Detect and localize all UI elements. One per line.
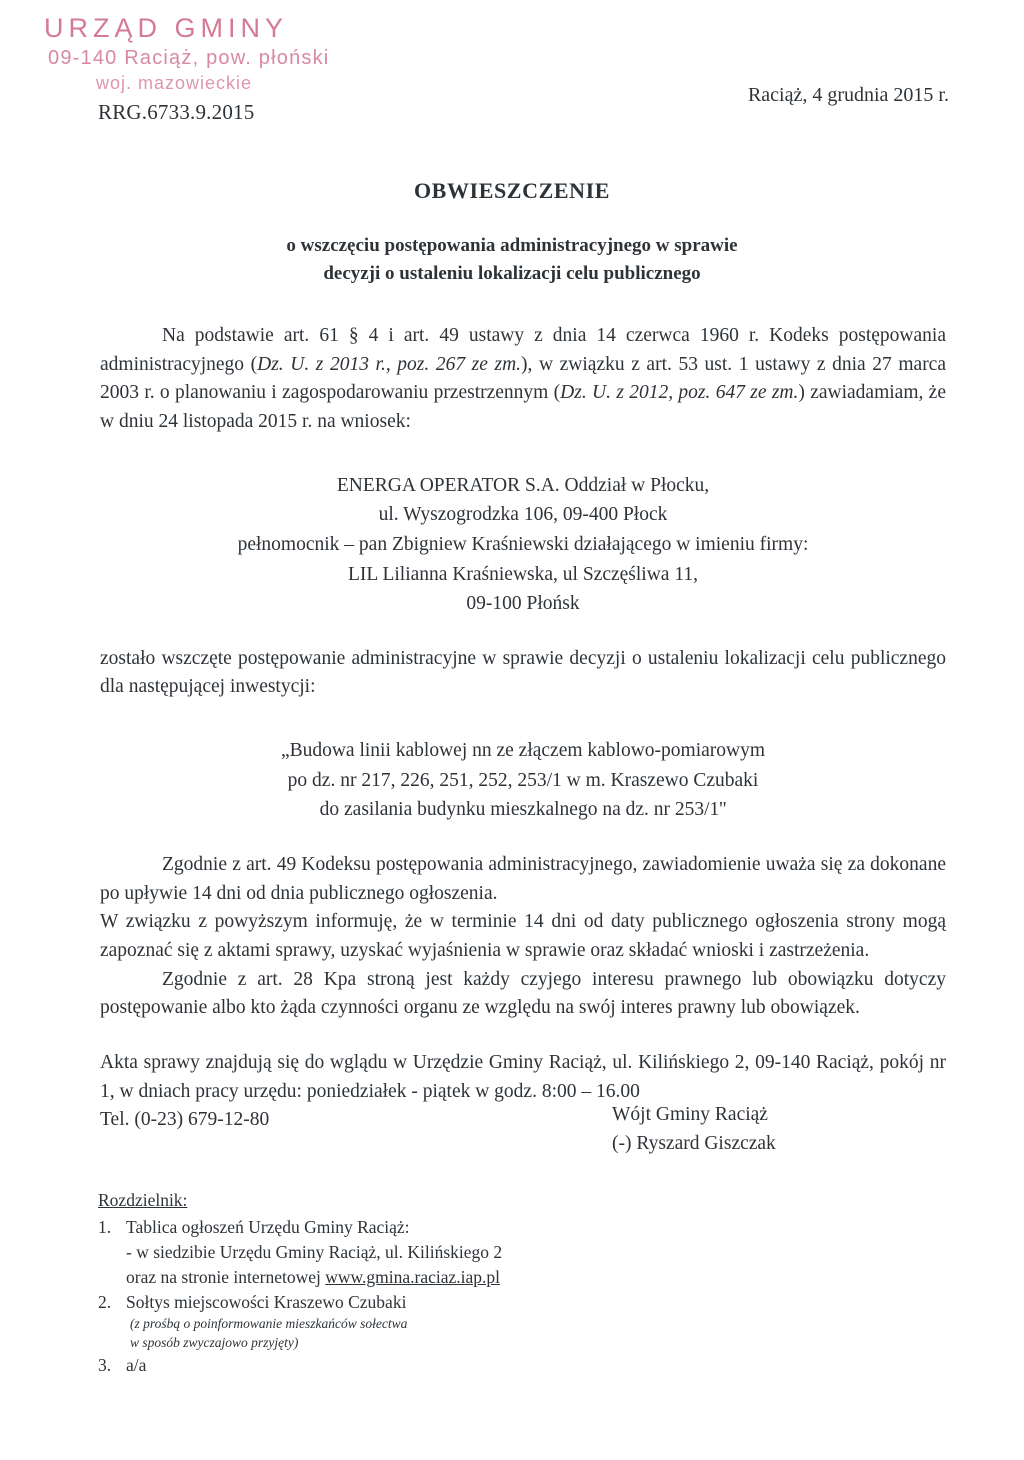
- spacer: [100, 702, 946, 736]
- contact-phone: Tel. (0-23) 679-12-80: [100, 1109, 270, 1131]
- spacer: [100, 825, 946, 851]
- signature-block: [612, 1100, 776, 1159]
- applicant-line: pełnomocnik – pan Zbigniew Kraśniewski działającego w imieniu firmy:: [237, 533, 809, 555]
- stamp-address-line: 09-140 Raciąż, pow. płoński: [48, 47, 330, 70]
- legal-basis-text-2: ), w związku z art. 53 ust. 1 ustawy z dnia 27 marca 2003 r. o planowaniu i zagospodarowaniu przestrzennym (: [100, 353, 946, 404]
- page-subtitle: [0, 232, 1024, 287]
- distribution-item-3-label: a/a: [126, 1355, 147, 1376]
- spacer: [100, 619, 946, 645]
- legal-basis-paragraph: [100, 322, 946, 437]
- legal-basis-text-3: ) zawiadamiam, że w dniu 24 listopada 2015 r. na wniosek:: [100, 382, 946, 432]
- signatory-name: (-) Ryszard Giszczak: [612, 1133, 776, 1155]
- investment-line: do zasilania budynku mieszkalnego na dz. nr 253/1'': [319, 799, 727, 821]
- distribution-item-2-label: Sołtys miejscowości Kraszewo Czubaki: [126, 1292, 407, 1313]
- notice-art49-paragraph: Zgodnie z art. 49 Kodeksu postępowania administracyjnego, zawiadomienie uważa się za dokonane po upływie 14 dni od dnia publicznego ogłoszenia.: [100, 853, 946, 904]
- distribution-list: [98, 1188, 502, 1379]
- distribution-item-1-label: Tablica ogłoszeń Urzędu Gminy Raciąż:: [126, 1216, 410, 1237]
- subtitle-line-2: decyzji o ustaleniu lokalizacji celu publicznego: [323, 262, 701, 284]
- distribution-item-2-note-line-2: w sposób zwyczajowo przyjęty): [130, 1334, 299, 1350]
- applicant-line: LIL Lilianna Kraśniewska, ul Szczęśliwa 11,: [348, 563, 698, 585]
- place-and-date: Raciąż, 4 grudnia 2015 r.: [747, 84, 949, 106]
- list-item: [126, 1353, 502, 1378]
- distribution-item-1-sub-2-prefix: oraz na stronie internetowej: [126, 1266, 326, 1287]
- spacer: [100, 437, 946, 471]
- investment-line: po dz. nr 217, 226, 251, 252, 253/1 w m. Kraszewo Czubaki: [287, 769, 759, 791]
- signatory-role: Wójt Gminy Raciąż: [612, 1104, 768, 1125]
- office-stamp: [44, 14, 329, 93]
- notice-14days-paragraph: W związku z powyższym informuję, że w terminie 14 dni od daty publicznego ogłoszenia strony mogą zapoznać się z aktami sprawy, uzyskać wyjaśnienia w sprawie oraz składać wnioski i zastrzeżenia.: [100, 911, 946, 961]
- list-item: [126, 1290, 502, 1352]
- applicant-line: ENERGA OPERATOR S.A. Oddział w Płocku,: [336, 474, 710, 496]
- legal-citation-2: Dz. U. z 2012, poz. 647 ze zm.: [560, 382, 799, 404]
- legal-citation-1: Dz. U. z 2013 r., poz. 267 ze zm.: [257, 353, 522, 375]
- page-title: OBWIESZCZENIE: [413, 178, 611, 203]
- investment-line: „Budowa linii kablowej nn ze złączem kablowo-pomiarowym: [280, 740, 766, 762]
- proceeding-opened-paragraph: zostało wszczęte postępowanie administracyjne w sprawie decyzji o ustaleniu lokalizacji celu publicznego dla następującej inwestycji:: [100, 647, 946, 698]
- subtitle-line-1: o wszczęciu postępowania administracyjnego w sprawie: [286, 235, 738, 256]
- document-body: [100, 322, 946, 1135]
- applicant-line: 09-100 Płońsk: [466, 593, 580, 615]
- reference-number: RRG.6733.9.2015: [98, 100, 255, 124]
- gmina-website-link[interactable]: www.gmina.raciaz.iap.pl: [325, 1266, 501, 1287]
- distribution-item-2-note-line-1: (z prośbą o poinformowanie mieszkańców sołectwa: [130, 1316, 408, 1332]
- distribution-list-title: Rozdzielnik:: [98, 1190, 188, 1210]
- files-access-paragraph: Akta sprawy znajdują się do wglądu w Urzędzie Gminy Raciąż, ul. Kilińskiego 2, 09-140 Raciąż, pokój nr 1, w dniach pracy urzędu: poniedziałek - piątek w godz. 8:00 – 16.00: [100, 1051, 946, 1102]
- distribution-items: [98, 1215, 502, 1378]
- distribution-item-1-sub-2: [126, 1265, 502, 1290]
- legal-basis-text-1: Na podstawie art. 61 § 4 i art. 49 ustawy z dnia 14 czerwca 1960 r. Kodeks postępowania administracyjnego (: [100, 325, 946, 375]
- stamp-authority-name: URZĄD GMINY: [44, 13, 288, 43]
- notice-art28-paragraph: Zgodnie z art. 28 Kpa stroną jest każdy czyjego interesu prawnego lub obowiązku dotyczy postępowanie albo kto żąda czynności organu ze względu na swój interes prawny lub obowiązek.: [100, 968, 946, 1019]
- stamp-voivodeship-line: woj. mazowieckie: [96, 73, 253, 94]
- applicant-block: [100, 471, 946, 619]
- investment-description-block: [100, 736, 946, 825]
- spacer: [100, 1023, 946, 1049]
- distribution-item-1-sub-1: - w siedzibie Urzędu Gminy Raciąż, ul. Kilińskiego 2: [126, 1241, 503, 1262]
- list-item: [126, 1215, 502, 1290]
- applicant-line: ul. Wyszogrodzka 106, 09-400 Płock: [378, 504, 668, 526]
